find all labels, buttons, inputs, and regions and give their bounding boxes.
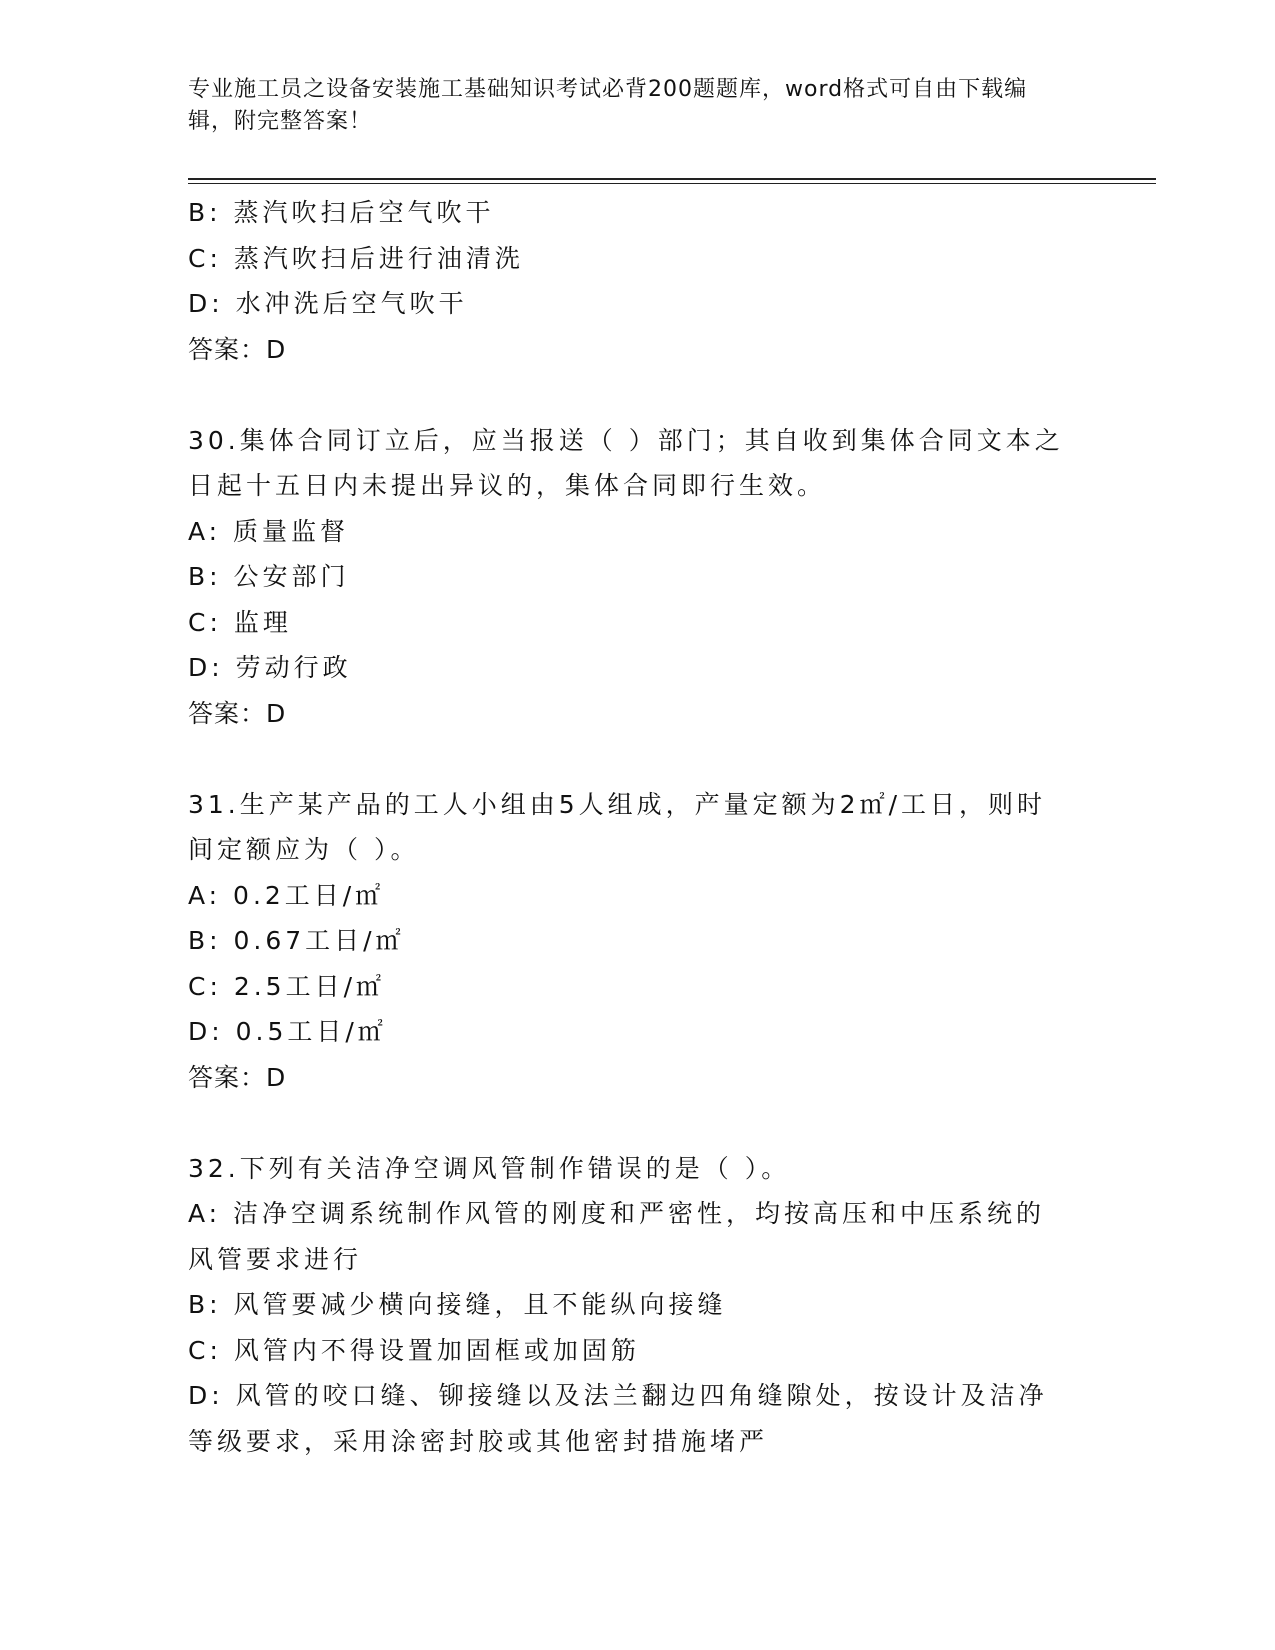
option-a: A: 0.2工日/㎡ — [188, 880, 385, 910]
page-header-text: 专业施工员之设备安装施工基础知识考试必背200题题库，word格式可自由下载编辑，附完整答案！ — [188, 77, 1028, 134]
question-list — [188, 190, 1088, 1464]
header-rule-thick — [188, 178, 1156, 180]
option-d: D: 水冲洗后空气吹干 — [188, 289, 468, 318]
option-d: D: 劳动行政 — [188, 653, 352, 682]
option-c: C: 2.5工日/㎡ — [188, 971, 386, 1001]
question-32 — [188, 1146, 1088, 1465]
header-rule-thin — [188, 183, 1156, 184]
question-29 — [188, 190, 1088, 372]
option-c: C: 蒸汽吹扫后进行油清洗 — [188, 243, 524, 273]
option-b: B: 蒸汽吹扫后空气吹干 — [188, 198, 495, 227]
answer: 答案：D — [188, 698, 287, 728]
option-c: C: 风管内不得设置加固框或加固筋 — [188, 1335, 640, 1365]
option-d: D: 风管的咬口缝、铆接缝以及法兰翻边四角缝隙处，按设计及洁净等级要求，采用涂密封胶或其他密封措施堵严 — [188, 1381, 1048, 1456]
option-d: D: 0.5工日/㎡ — [188, 1017, 387, 1046]
question-stem: 31.生产某产品的工人小组由5人组成，产量定额为2㎡/工日，则时间定额应为（ ）。 — [188, 789, 1046, 864]
option-a: A: 质量监督 — [188, 516, 350, 546]
question-stem: 30.集体合同订立后，应当报送（ ）部门；其自收到集体合同文本之日起十五日内未提出异议的，集体合同即行生效。 — [188, 425, 1064, 500]
option-c: C: 监理 — [188, 607, 292, 637]
answer: 答案：D — [188, 1062, 287, 1092]
option-b: B: 风管要减少横向接缝，且不能纵向接缝 — [188, 1290, 727, 1319]
option-a: A: 洁净空调系统制作风管的刚度和严密性，均按高压和中压系统的风管要求进行 — [188, 1199, 1046, 1274]
option-b: B: 0.67工日/㎡ — [188, 926, 405, 955]
option-b: B: 公安部门 — [188, 562, 350, 591]
answer: 答案：D — [188, 334, 287, 364]
spacer — [188, 1100, 1088, 1146]
spacer — [188, 372, 1088, 418]
question-30 — [188, 418, 1088, 737]
spacer — [188, 736, 1088, 782]
question-31 — [188, 782, 1088, 1101]
question-stem: 32.下列有关洁净空调风管制作错误的是（ ）。 — [188, 1153, 791, 1183]
